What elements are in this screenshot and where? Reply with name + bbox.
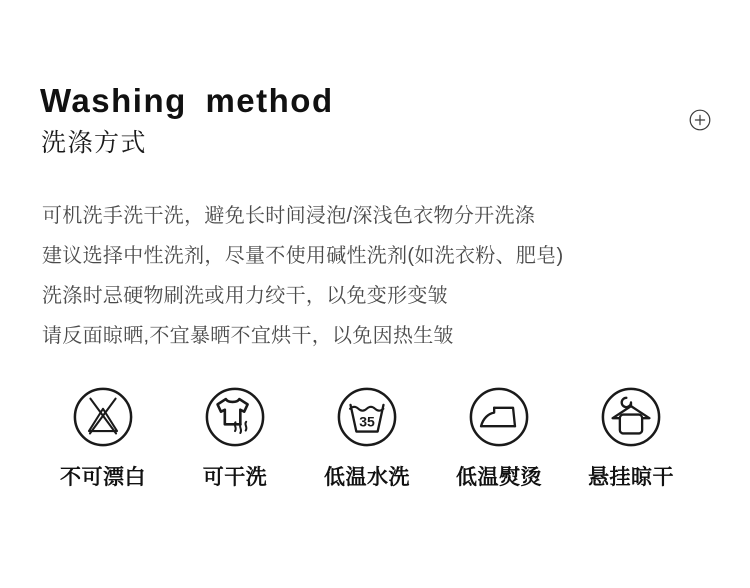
care-label: 不可漂白 [60,466,146,489]
care-label: 低温熨烫 [456,466,542,489]
wash-35-icon [336,386,398,448]
care-label: 低温水洗 [324,466,410,489]
care-item-no-bleach [37,386,169,491]
care-label: 可干洗 [202,466,268,489]
instruction-line: 建议选择中性洗剂，尽量不使用碱性洗剂(如洗衣粉、肥皂) [42,245,564,267]
no-bleach-icon [72,386,134,448]
expand-button[interactable] [689,109,711,131]
page-title: Washing method [40,82,334,119]
instruction-line: 可机洗手洗干洗，避免长时间浸泡/深浅色衣物分开洗涤 [42,205,536,227]
care-symbol-row [37,386,697,491]
dry-clean-icon [204,386,266,448]
wash-temperature: 35 [359,413,375,430]
instruction-line: 洗涤时忌硬物刷洗或用力绞干，以免变形变皱 [42,285,448,307]
instruction-line: 请反面晾晒,不宜暴晒不宜烘干，以免因热生皱 [42,325,454,347]
care-item-dry-clean [169,386,301,491]
care-item-wash-35 [301,386,433,491]
care-label: 悬挂晾干 [588,466,674,489]
page-subtitle: 洗涤方式 [41,129,148,157]
care-item-hang-dry [565,386,697,491]
circled-plus-icon [689,109,711,131]
iron-low-icon [468,386,530,448]
instruction-list [42,206,682,366]
hang-dry-icon [600,386,662,448]
care-item-iron-low [433,386,565,491]
